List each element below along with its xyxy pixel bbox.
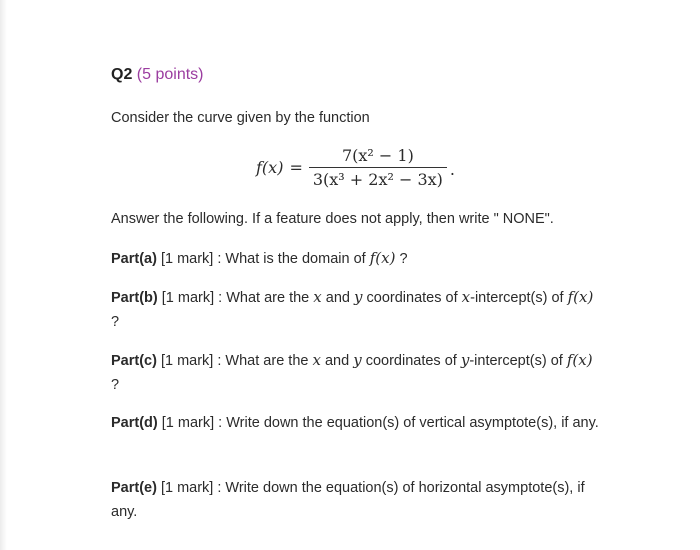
- part-text: : What is the domain of: [217, 251, 370, 267]
- part-c: [111, 348, 601, 397]
- question-title: [111, 66, 204, 84]
- formula-denominator: 3(x³ + 2x² − 3x): [312, 170, 443, 189]
- part-marks: [1 mark]: [161, 415, 215, 431]
- part-marks: [1 mark]: [161, 290, 215, 306]
- part-marks: [1 mark]: [160, 251, 214, 267]
- part-label: Part(d): [111, 415, 158, 431]
- question-points: (5 points): [136, 66, 204, 83]
- part-text: : What are the: [217, 353, 313, 369]
- part-text: : What are the: [218, 290, 314, 306]
- part-text: : Write down the equation(s) of horizontal asymptote(s), if any.: [111, 480, 585, 520]
- part-math: f(x): [369, 249, 396, 267]
- part-b: [111, 285, 601, 334]
- formula-lhs: f(x): [256, 158, 284, 177]
- part-text-end: ?: [111, 377, 120, 393]
- part-marks: [1 mark]: [160, 480, 214, 496]
- part-text: -intercept(s) of: [470, 290, 568, 306]
- part-math-y: y: [354, 288, 363, 306]
- part-math-fx: f(x): [567, 288, 594, 306]
- part-text: -intercept(s) of: [469, 353, 567, 369]
- part-math-x: x: [313, 288, 322, 306]
- part-d: [111, 411, 601, 435]
- part-marks: [1 mark]: [160, 353, 214, 369]
- formula-terminator: .: [449, 160, 456, 179]
- part-label: Part(a): [111, 251, 157, 267]
- part-math-fx: f(x): [566, 351, 593, 369]
- formula-equals: =: [289, 158, 303, 177]
- formula-numerator: 7(x² − 1): [341, 146, 414, 165]
- part-text-end: ?: [111, 314, 120, 330]
- function-formula: [256, 146, 455, 189]
- page-edge-shadow: [0, 0, 7, 550]
- part-math-x: x: [461, 288, 471, 306]
- part-label: Part(e): [111, 480, 157, 496]
- instruction-text: Answer the following. If a feature does not apply, then write " NONE".: [111, 211, 554, 227]
- part-text: and: [320, 353, 354, 369]
- part-math-y: y: [353, 351, 362, 369]
- part-text: : Write down the equation(s) of vertical asymptote(s), if any.: [218, 415, 599, 431]
- part-text: coordinates of: [362, 290, 462, 306]
- intro-text: Consider the curve given by the function: [111, 110, 370, 126]
- part-math-y: y: [460, 351, 470, 369]
- part-text-end: ?: [395, 251, 408, 267]
- part-text: and: [321, 290, 354, 306]
- part-label: Part(b): [111, 290, 158, 306]
- part-a: [111, 246, 601, 271]
- formula-fraction: [309, 146, 447, 189]
- part-e: [111, 476, 601, 524]
- part-label: Part(c): [111, 353, 157, 369]
- part-math-x: x: [312, 351, 321, 369]
- part-text: coordinates of: [361, 353, 461, 369]
- question-number: Q2: [111, 66, 133, 83]
